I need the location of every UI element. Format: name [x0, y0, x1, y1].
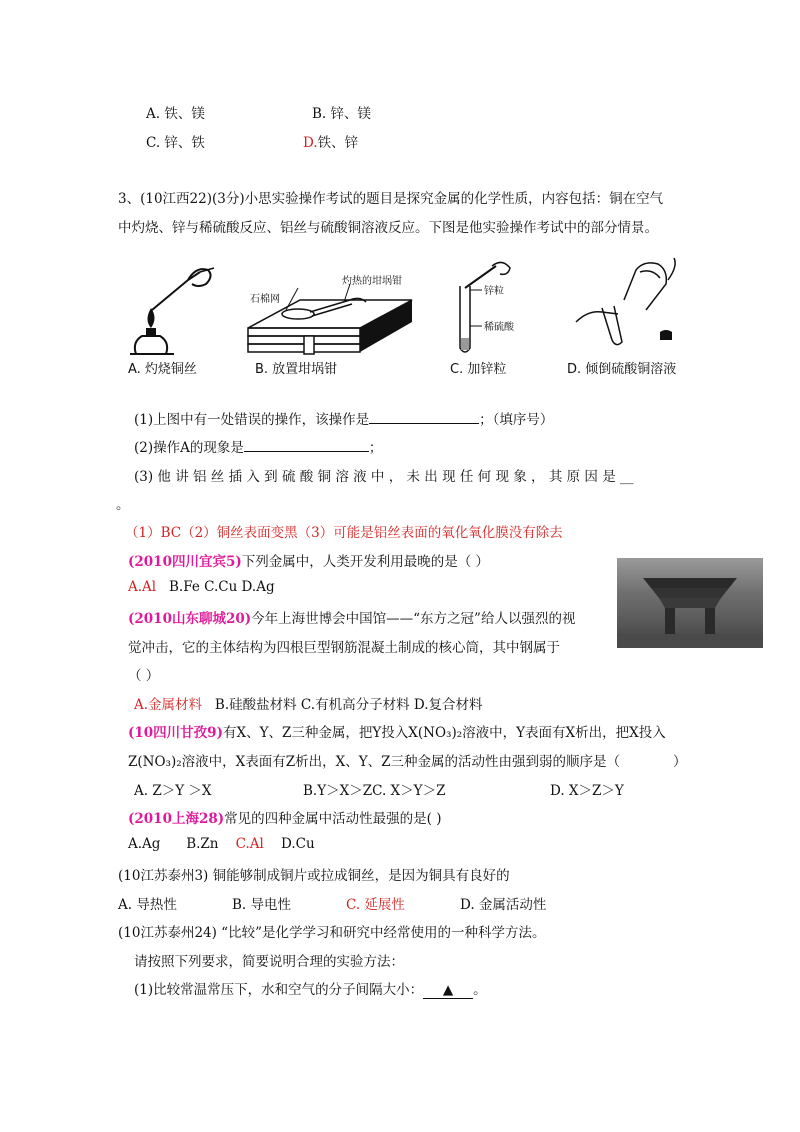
q3-sub1-text: (1)上图中有一处错误的操作，该操作是 [134, 412, 370, 428]
label-hot-tongs: 灼热的坩埚钳 [342, 276, 402, 287]
q3-sub3: (3) 他 讲 铝 丝 插 入 到 硫 酸 铜 溶 液 中 ， 未 出 现 任 何 现 象 ， 其 原 因 是 __ [134, 469, 634, 485]
q-shanghai-answer: C.Al [235, 836, 264, 852]
q-ganzi-tag: (10四川甘孜9) [128, 725, 223, 741]
q-taizhou24-stem: (10江苏泰州24) “比较”是化学学习和研究中经常使用的一种科学方法。 [118, 925, 546, 941]
option-d-text: 铁、锌 [317, 135, 359, 151]
q3-sub1-tail: ；（填序号） [479, 412, 554, 428]
caption-c: C. 加锌粒 [450, 362, 507, 377]
q-shanghai-option-d: D.Cu [281, 836, 315, 852]
q-shanghai-option-b: B.Zn [186, 836, 219, 852]
q-liaocheng-text1: 今年上海世博会中国馆——“东方之冠”给人以强烈的视 [251, 611, 576, 627]
q3-sub1-blank [369, 411, 479, 424]
q-yibin-text: 下列金属中，人类开发利用最晚的是（ ） [241, 554, 490, 570]
q-ganzi-option-bc: B.Y＞X＞ZC. X＞Y＞Z [303, 783, 446, 799]
china-pavilion-photo [617, 558, 763, 648]
q-shanghai-text: 常见的四种金属中活动性最强的是( ) [224, 811, 442, 827]
q3-stem-line2: 中灼烧、锌与稀硫酸反应、铝丝与硫酸铜溶液反应。下图是他实验操作考试中的部分情景。 [118, 220, 658, 236]
figure-c-drawing [452, 260, 522, 360]
q-ganzi-stem2: Z(NO₃)₂溶液中，X表面有Z析出，X、Y、Z三种金属的活动性由强到弱的顺序是（ [128, 754, 621, 770]
option-d [303, 131, 358, 151]
q3-sub1 [134, 408, 553, 428]
answer-triangle-icon: ▲ [442, 982, 454, 998]
q3-sub2 [134, 436, 382, 456]
figure-a-drawing [122, 262, 222, 362]
q-taizhou3-stem: (10江苏泰州3) 铜能够制成铜片或拉成铜丝，是因为铜具有良好的 [118, 868, 510, 884]
q-liaocheng-stem3: （ ） [128, 668, 160, 684]
figure-c-test-tube [452, 260, 522, 360]
figure-a-alcohol-lamp [122, 262, 222, 362]
option-a: A. 铁、镁 [146, 106, 205, 122]
q3-answer: （1）BC（2）铜丝表面变黑（3）可能是铝丝表面的氧化氧化膜没有除去 [125, 525, 563, 541]
q-taizhou3-option-b: B. 导电性 [232, 897, 292, 913]
caption-a: A. 灼烧铜丝 [128, 362, 197, 377]
q-yibin-other-options: B.Fe C.Cu D.Ag [168, 579, 275, 595]
q-taizhou24-sub1-text: (1)比较常温常压下，水和空气的分子间隔大小： [134, 982, 424, 998]
q-taizhou3-option-d: D. 金属活动性 [460, 897, 547, 913]
figure-d-pouring [572, 256, 682, 356]
q3-sub3-end: 。 [116, 497, 130, 513]
q-liaocheng-answer: A.金属材料 [134, 697, 203, 713]
q-shanghai-options [128, 836, 315, 852]
q-liaocheng-options [134, 693, 483, 713]
q-taizhou24-instruction: 请按照下列要求，简要说明合理的实验方法： [134, 954, 404, 970]
q-yibin-stem [128, 550, 489, 570]
q-ganzi-text1: 有X、Y、Z三种金属，把Y投入X(NO₃)₂溶液中，Y表面有X析出，把X投入 [222, 725, 666, 741]
q3-stem-line1: 3、(10江西22)(3分)小思实验操作考试的题目是探究金属的化学性质，内容包括：铜在空气 [118, 191, 664, 207]
q3-sub2-blank [244, 439, 369, 452]
q-shanghai-tag: (2010上海28) [128, 811, 225, 827]
q-liaocheng-other-options: B.硅酸盐材料 C.有机高分子材料 D.复合材料 [214, 697, 483, 713]
figure-b-tongs [240, 270, 420, 362]
q-taizhou24-sub1-end: 。 [473, 982, 487, 998]
china-pavilion-drawing [617, 558, 763, 648]
q-liaocheng-stem2: 觉冲击，它的主体结构为四根巨型钢筋混凝土制成的核心筒，其中钢属于 [128, 640, 560, 656]
q3-sub2-tail: ； [368, 440, 383, 456]
q-yibin-options [128, 579, 275, 595]
caption-b: B. 放置坩埚钳 [255, 362, 338, 377]
caption-d: D. 倾倒硫酸铜溶液 [567, 362, 677, 377]
q-yibin-answer: A.Al [128, 579, 157, 595]
option-c: C. 锌、铁 [146, 135, 205, 151]
q-shanghai-option-a: A.Ag [128, 836, 161, 852]
q-taizhou24-blank [423, 982, 473, 999]
q-taizhou3-answer: C. 延展性 [346, 897, 405, 913]
option-d-letter: D. [303, 135, 318, 151]
q-ganzi-option-a: A. Z＞Y ＞X [134, 783, 212, 799]
q-ganzi-stem1 [128, 721, 666, 741]
option-b: B. 锌、镁 [312, 106, 372, 122]
q-yibin-tag: (2010四川宜宾5) [128, 554, 242, 570]
label-asbestos-net: 石棉网 [250, 294, 280, 305]
q-liaocheng-tag: (2010山东聊城20) [128, 611, 252, 627]
q-ganzi-option-d: D. X＞Z＞Y [550, 783, 624, 799]
label-dilute-acid: 稀硫酸 [484, 322, 514, 333]
q-taizhou3-option-a: A. 导热性 [118, 897, 177, 913]
label-zinc-granule: 锌粒 [484, 286, 504, 297]
q-liaocheng-stem1 [128, 607, 575, 627]
q-shanghai-stem [128, 807, 441, 827]
q3-sub2-text: (2)操作A的现象是 [134, 440, 244, 456]
q-taizhou24-sub1 [134, 978, 487, 999]
figure-d-drawing [572, 256, 682, 356]
q-ganzi-stem2-end: ） [673, 754, 687, 770]
